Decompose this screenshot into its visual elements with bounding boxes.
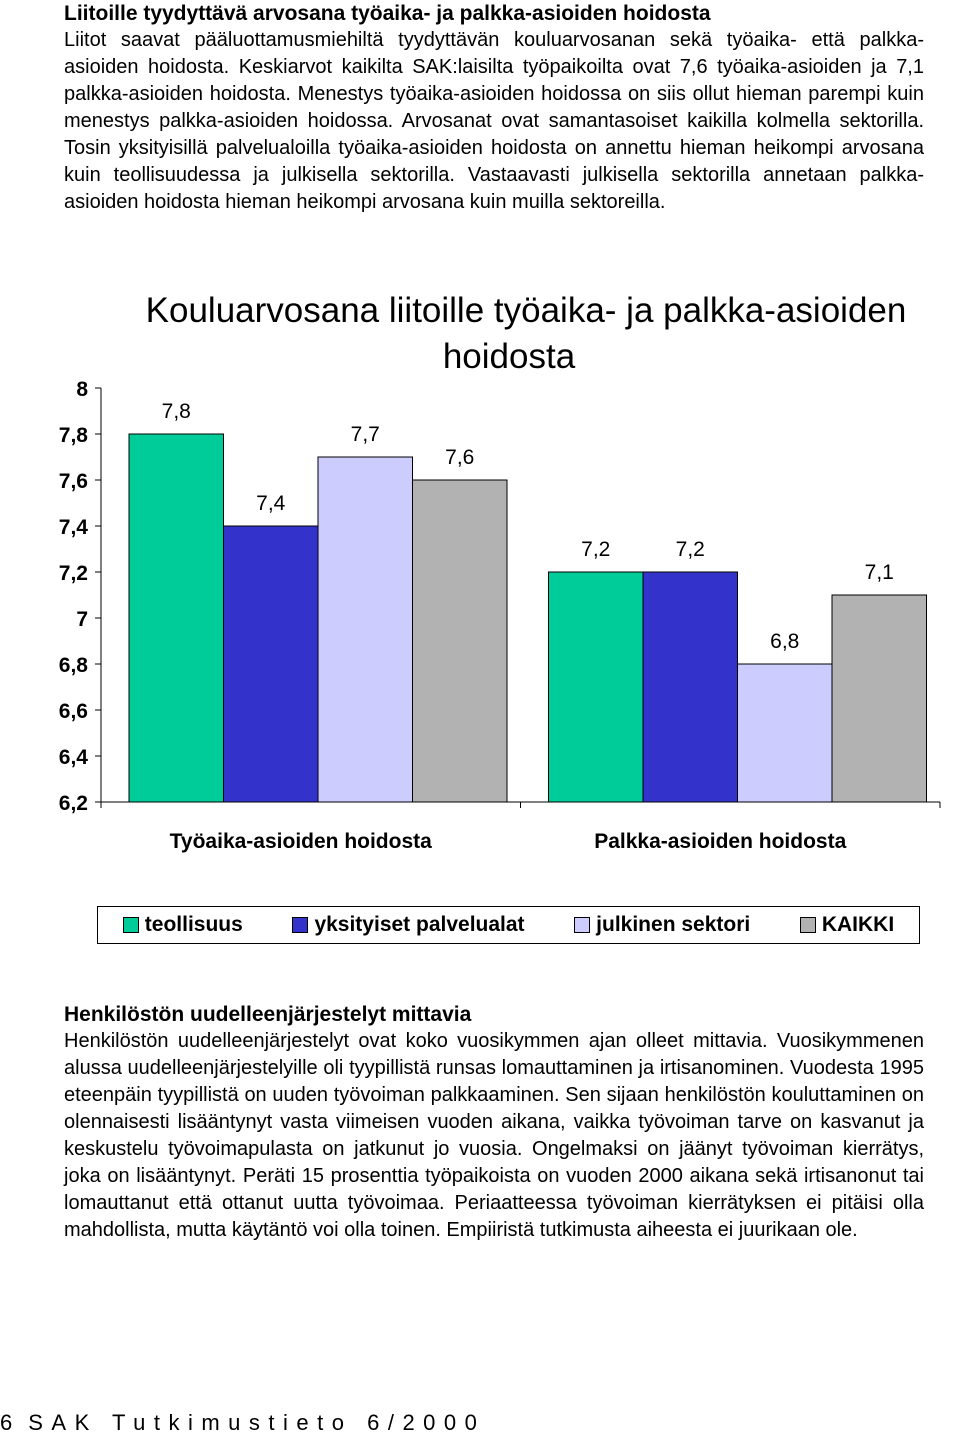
bar: [549, 572, 644, 802]
legend-label: teollisuus: [144, 913, 243, 936]
bar-value-label: 7,8: [161, 400, 191, 423]
section-paragraph: Henkilöstön uudelleenjärjestelyt ovat koko vuosikymmen ajan olleet mittavia. Vuosikymmenen alussa uudelleenjärjestelyille oli tyypillistä runsas lomauttaminen ja irtisanominen. Vuodesta 1995 eteenpäin tyypillistä on uuden työvoiman palkkaaminen. Sen sijaan henkilöstön kouluttaminen on olennaisesti lisääntynyt vasta viimeisen vuoden aikana, vaikka työvoiman tarve on kasvanut ja keskustelu työvoimapulasta on jatkunut jo vuosia. Ongelmaksi on jäänyt työvoiman kierrätys, joka on lisääntynyt. Peräti 15 prosenttia työpaikoista on vuoden 2000 aikana sekä irtisanonut tai lomauttanut että ottanut uutta työvoimaa. Periaatteessa työvoiman kierrätyksen ei pitäisi olla mahdollista, mutta käytäntö voi olla toinen. Empiiristä tutkimusta aiheesta ei juurikaan ole.: [64, 1030, 924, 1241]
legend-swatch: [292, 917, 308, 933]
y-axis: [59, 378, 101, 815]
bar: [413, 480, 508, 802]
y-tick-label: 7,8: [58, 424, 88, 447]
bar-value-label: 6,8: [770, 630, 800, 653]
bar-value-label: 7,7: [350, 423, 380, 446]
y-tick-label: 7: [76, 608, 88, 631]
x-category-label: Työaika-asioiden hoidosta: [169, 830, 432, 853]
section-heading: Henkilöstön uudelleenjärjestelyt mittavia: [64, 1003, 472, 1026]
section-liitoille: [64, 0, 924, 216]
section-henkilosto: [64, 1001, 924, 1244]
page-footer: [0, 1410, 485, 1436]
bar: [738, 664, 833, 802]
section-paragraph: Liitot saavat pääluottamusmiehiltä tyydyttävän kouluarvosanan sekä työaika- että palkka-asioiden hoidosta. Keskiarvot kaikilta SAK:laisilta työpaikoilta ovat 7,6 työaika-asioiden ja 7,1 palkka-asioiden hoidosta. Menestys työaika-asioiden hoidossa on siis ollut hieman parempi kuin menestys palkka-asioiden hoidossa. Arvosanat ovat samantasoiset kaikilla kolmella sektorilla. Tosin yksityisillä palvelualoilla työaika-asioiden hoidosta on annettu hieman heikompi arvosana kuin teollisuudessa ja julkisella sektorilla. Vastaavasti julkisella sektorilla annetaan palkka-asioiden hoidosta hieman heikompi arvosana kuin muilla sektoreilla.: [64, 29, 924, 213]
page-number: 6: [0, 1410, 13, 1435]
y-tick-label: 7,2: [58, 562, 88, 585]
bar: [224, 526, 319, 802]
legend-swatch: [123, 917, 139, 933]
bar-value-label: 7,2: [581, 538, 611, 561]
y-tick-label: 7,4: [58, 516, 88, 539]
y-tick-label: 7,6: [58, 470, 88, 493]
bar-value-label: 7,2: [675, 538, 705, 561]
legend-swatch: [800, 917, 816, 933]
chart-legend: [97, 906, 920, 944]
bar-value-label: 7,4: [256, 492, 286, 515]
bar: [318, 457, 413, 802]
bar: [643, 572, 738, 802]
chart-title-line-1: Kouluarvosana liitoille työaika- ja palkka-asioiden: [145, 291, 907, 330]
y-tick-label: 6,2: [58, 792, 88, 815]
bar: [832, 595, 927, 802]
section-heading: Liitoille tyydyttävä arvosana työaika- ja palkka-asioiden hoidosta: [64, 2, 711, 25]
chart-title-line-2: hoidosta: [442, 337, 576, 376]
legend-label: julkinen sektori: [596, 913, 751, 936]
y-tick-label: 6,4: [58, 746, 88, 769]
bar-chart: [0, 280, 960, 880]
legend-swatch: [574, 917, 590, 933]
legend-item-teollisuus: [123, 913, 243, 937]
x-category-label: Palkka-asioiden hoidosta: [594, 830, 847, 853]
x-axis: [101, 802, 940, 853]
publication-name: SAK Tutkimustieto 6/2000: [28, 1410, 486, 1435]
bars: [129, 400, 927, 802]
legend-label: KAIKKI: [821, 913, 895, 936]
bar-value-label: 7,1: [864, 561, 894, 584]
bar-value-label: 7,6: [445, 446, 475, 469]
legend-item-yksityiset: [292, 913, 524, 937]
bar: [129, 434, 224, 802]
y-tick-label: 6,6: [58, 700, 88, 723]
y-tick-label: 6,8: [58, 654, 88, 677]
y-tick-label: 8: [76, 378, 88, 401]
legend-label: yksityiset palvelualat: [314, 913, 525, 936]
legend-item-julkinen: [574, 913, 750, 937]
legend-item-kaikki: [800, 913, 894, 937]
